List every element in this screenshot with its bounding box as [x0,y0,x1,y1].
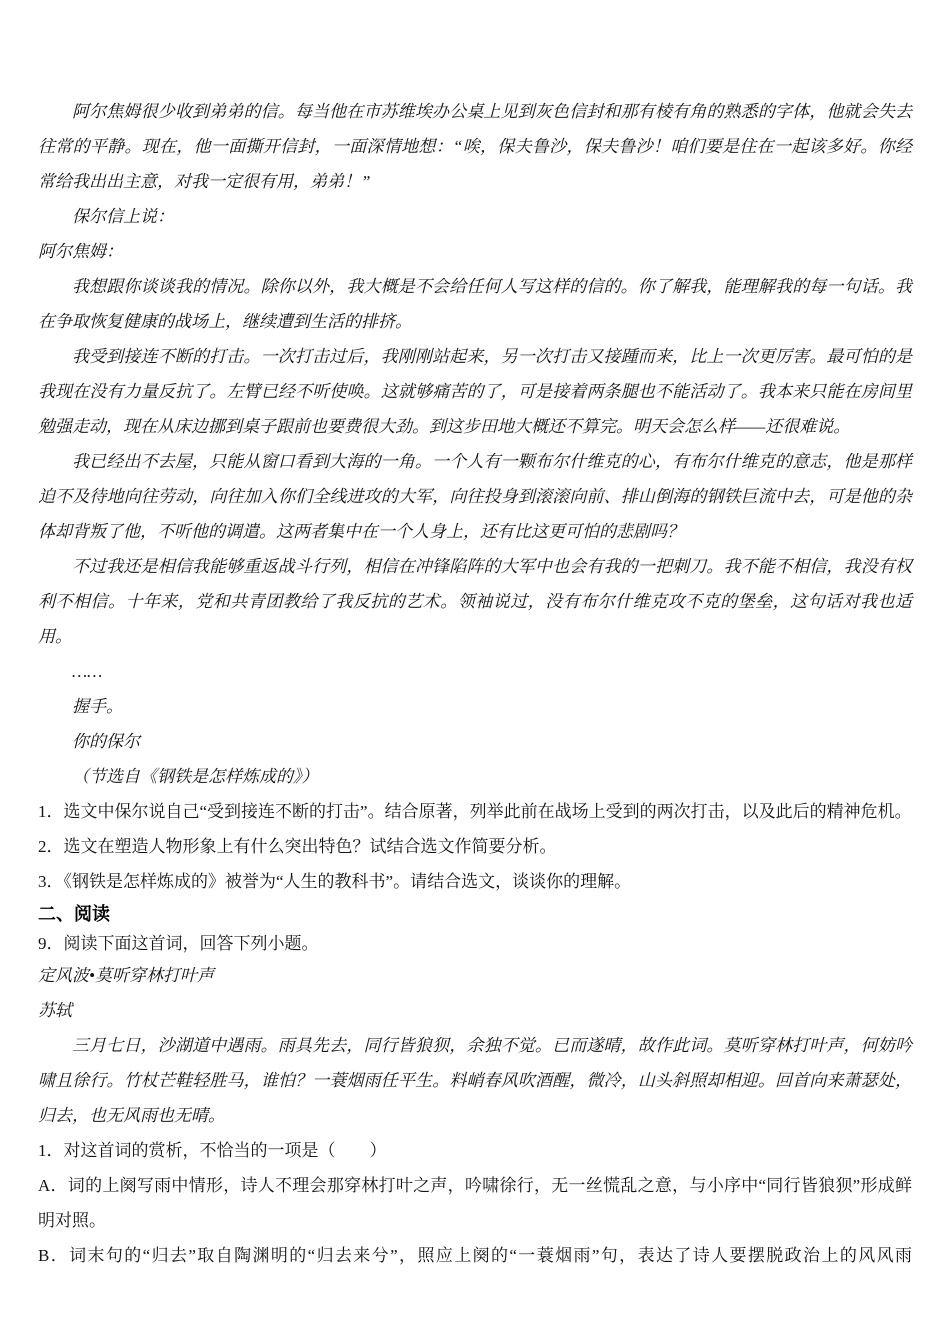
novel-excerpt-section [38,94,912,899]
choice-b: B．词末句的“归去”取自陶渊明的“归去来兮”，照应上阕的“一蓑烟雨”句，表达了诗人要摆脱政治上的风风雨 [38,1246,912,1265]
poem-question: 1．对这首词的赏析，不恰当的一项是（ ） [38,1141,387,1160]
poem-author: 苏轼 [38,1001,72,1020]
choice-a: A．词的上阕写雨中情形，诗人不理会那穿林打叶之声，吟啸徐行，无一丝慌乱之意，与小序中“同行皆狼狈”形成鲜明对照。 [38,1176,912,1230]
question-item-1: 1．选文中保尔说自己“受到接连不断的打击”。结合原著，列举此前在战场上受到的两次打击，以及此后的精神危机。 [38,802,912,821]
letter-closing: 握手。 [72,697,123,716]
poem-title: 定风波•莫听穿林打叶声 [38,966,214,985]
letter-salutation: 阿尔焦姆： [38,242,123,261]
passage-paragraph: 我受到接连不断的打击。一次打击过后，我刚刚站起来，另一次打击又接踵而来，比上一次更厉害。最可怕的是我现在没有力量反抗了。左臂已经不听使唤。这就够痛苦的了，可是接着两条腿也不能活动了。我本来只能在房间里勉强走动，现在从床边挪到桌子跟前也要费很大劲。到这步田地大概还不算完。明天会怎么样——还很难说。 [38,347,912,436]
reading-section [38,899,912,1273]
passage-paragraph: 保尔信上说： [72,207,174,226]
question-9-intro: 9．阅读下面这首词，回答下列小题。 [38,934,319,953]
question-item-2: 2．选文在塑造人物形象上有什么突出特色？试结合选文作简要分析。 [38,837,557,856]
letter-signature: 你的保尔 [72,732,140,751]
question-item-3: 3．《钢铁是怎样炼成的》被誉为“人生的教科书”。请结合选文，谈谈你的理解。 [38,872,632,891]
passage-paragraph: 我已经出不去屋，只能从窗口看到大海的一角。一个人有一颗布尔什维克的心，有布尔什维克的意志，他是那样迫不及待地向往劳动，向往加入你们全线进攻的大军，向往投身到滚滚向前、排山倒海的钢铁巨流中去，可是他的杂体却背叛了他，不听他的调遣。这两者集中在一个人身上，还有比这更可怕的悲剧吗？ [38,452,912,541]
letter-ellipsis: …… [72,662,103,681]
passage-paragraph: 阿尔焦姆很少收到弟弟的信。每当他在市苏维埃办公桌上见到灰色信封和那有棱有角的熟悉的字体，他就会失去往常的平静。现在，他一面撕开信封，一面深情地想：“唉，保夫鲁沙，保夫鲁沙！咱们要是住在一起该多好。你经常给我出出主意，对我一定很有用，弟弟！” [38,102,912,191]
section-heading: 二、阅读 [38,904,110,924]
passage-paragraph: 我想跟你谈谈我的情况。除你以外，我大概是不会给任何人写这样的信的。你了解我，能理解我的每一句话。我在争取恢复健康的战场上，继续遭到生活的排挤。 [38,277,912,331]
poem-body: 三月七日，沙湖道中遇雨。雨具先去，同行皆狼狈，余独不觉。已而遂晴，故作此词。莫听穿林打叶声，何妨吟啸且徐行。竹杖芒鞋轻胜马，谁怕？一蓑烟雨任平生。料峭春风吹酒醒，微冷，山头斜照却相迎。回首向来萧瑟处，归去，也无风雨也无晴。 [38,1036,912,1125]
passage-paragraph: 不过我还是相信我能够重返战斗行列，相信在冲锋陷阵的大军中也会有我的一把刺刀。我不能不相信，我没有权利不相信。十年来，党和共青团教给了我反抗的艺术。领袖说过，没有布尔什维克攻不克的堡垒，这句话对我也适用。 [38,557,912,646]
source-note: （节选自《钢铁是怎样炼成的》） [72,767,319,786]
